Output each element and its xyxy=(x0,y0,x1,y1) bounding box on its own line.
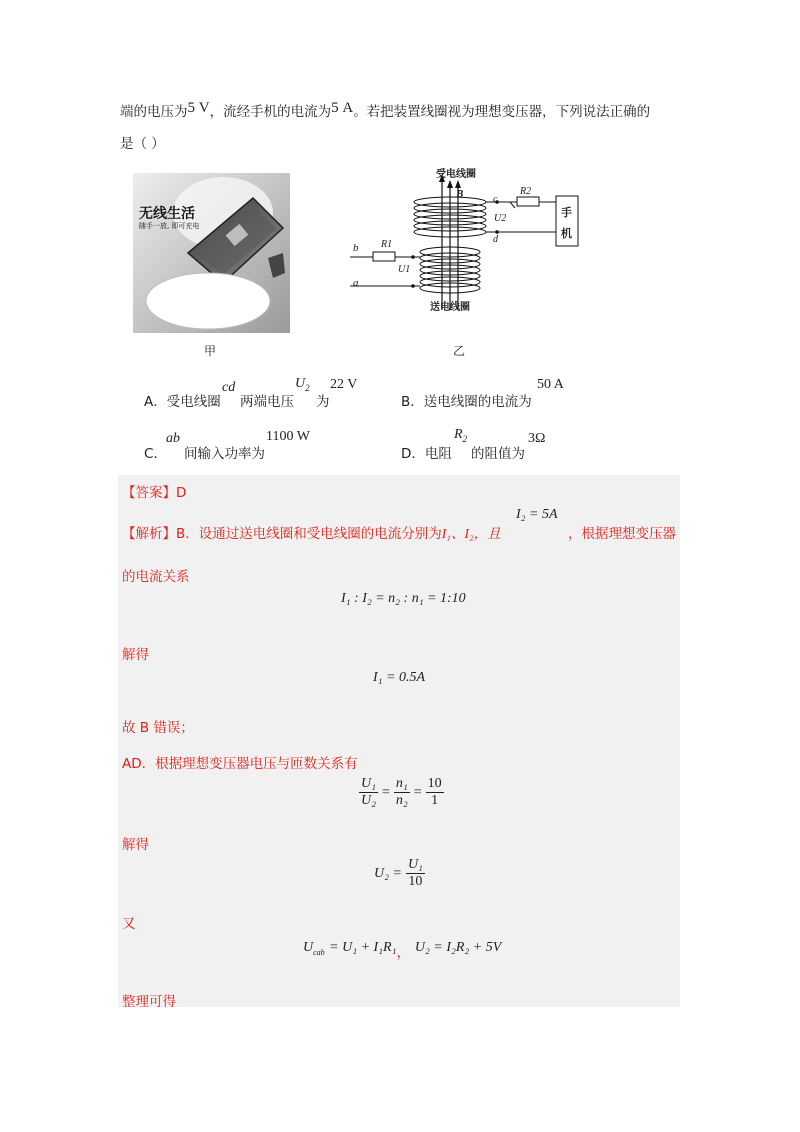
analysis-intro: 【解析】B．设通过送电线圈和受电线圈的电流分别为 xyxy=(122,526,442,542)
voltage-value: 5 V xyxy=(187,100,210,116)
ad-analysis-label: AD．根据理想变压器电压与匝数关系有 xyxy=(122,756,358,772)
phone-label-2: 机 xyxy=(561,227,572,240)
option-c: C． xyxy=(144,446,167,462)
question-text: 端的电压为 xyxy=(120,104,188,120)
analysis-i2-eq: I₂ = 5A xyxy=(516,507,558,522)
fraction-numerator: U₁ xyxy=(407,857,423,872)
also-label: 又 xyxy=(122,916,136,932)
u-symbol: U xyxy=(295,376,306,391)
arrow-icon xyxy=(455,180,461,188)
analysis-vars: I₁、I₂，且 xyxy=(441,526,501,541)
analysis-line-1 xyxy=(122,522,501,542)
option-a-value: 22 V xyxy=(330,377,358,392)
equation-ucab xyxy=(303,936,502,961)
option-a-mid: 两端电压 xyxy=(240,394,294,410)
r1-label: R1 xyxy=(381,239,393,250)
field-b-label: B xyxy=(456,188,464,200)
terminal-b-label: b xyxy=(353,242,359,254)
fraction-denominator: U₂ xyxy=(361,793,376,808)
fraction-u1-u2 xyxy=(359,776,378,809)
u1-label: U1 xyxy=(398,264,411,275)
equation-voltage-ratio: $\frac{\text{U₁}}{\text{U₂}}$ = $\frac{\text{n₁}}{\text{n₂}}$ = $\frac{10}{1}$ xyxy=(361,776,442,808)
b-wrong-label: 故 B 错误； xyxy=(122,720,194,736)
phone-label-1: 手 xyxy=(561,206,572,219)
option-c-value: 1100 W xyxy=(266,429,310,444)
current-value: 5 A xyxy=(331,100,354,116)
option-d: D．电阻 xyxy=(401,446,452,462)
fraction-numerator: n₁ xyxy=(395,776,408,791)
option-a-for: 为 xyxy=(316,394,330,410)
option-a-U xyxy=(295,376,310,393)
equation-i1: I₁ = 0.5A xyxy=(373,670,426,685)
option-a xyxy=(144,390,221,410)
fraction-u1-10 xyxy=(406,857,425,890)
option-a-var: cd xyxy=(222,380,236,395)
r2-label: R2 xyxy=(520,186,532,197)
ucab-symbol: U xyxy=(303,940,314,955)
figure-caption-yi: 乙 xyxy=(453,344,466,358)
option-c-var: ab xyxy=(166,431,180,446)
photo-subtitle: 随手一放, 即可充电 xyxy=(139,222,200,230)
resistor-r2 xyxy=(517,197,539,206)
option-d-R xyxy=(454,427,467,444)
u2-rhs: U₂ = I₂R₂ + 5V xyxy=(414,940,502,955)
equation-current-ratio: I₁ : I₂ = n₂ : n₁ = 1:10 xyxy=(341,591,466,606)
arrow-icon xyxy=(447,180,453,188)
option-b-value: 50 A xyxy=(537,377,564,392)
option-d-mid: 的阻值为 xyxy=(471,446,525,462)
ucab-subscript: cab xyxy=(313,947,325,957)
send-coil-label: 送电线圈 xyxy=(430,302,470,313)
equation-separator: ， xyxy=(396,945,411,961)
receive-coil-label: 受电线圈 xyxy=(436,169,476,180)
figure-caption-jia: 甲 xyxy=(204,344,217,358)
u2-lhs: U₂ = xyxy=(374,865,402,881)
fraction-denominator: n₂ xyxy=(395,793,408,808)
fraction-denominator: 10 xyxy=(408,874,423,889)
r-subscript: 2 xyxy=(462,433,468,444)
r-symbol: R xyxy=(454,427,463,442)
question-line-1 xyxy=(120,100,650,121)
fraction-numerator: 10 xyxy=(427,776,442,791)
fraction-denominator: 1 xyxy=(431,793,439,808)
question-text: ，流经手机的电流为 xyxy=(209,104,332,120)
solve-label-2: 解得 xyxy=(122,837,149,853)
solve-label-1: 解得 xyxy=(122,647,149,663)
analysis-panel xyxy=(118,475,680,1007)
analysis-line-2: 的电流关系 xyxy=(122,569,190,585)
question-text: 。若把装置线圈视为理想变压器，下列说法正确的 xyxy=(353,104,651,120)
option-a-text: A．受电线圈 xyxy=(144,394,221,410)
node-d-label: d xyxy=(493,234,498,245)
answer-label: 【答案】D xyxy=(122,485,187,501)
fraction-n1-n2 xyxy=(394,776,410,809)
option-d-value: 3Ω xyxy=(528,431,546,446)
fraction-numerator: U₁ xyxy=(361,776,376,791)
u-subscript: 2 xyxy=(305,382,310,393)
wireless-charging-photo xyxy=(133,173,290,333)
resistor-r1 xyxy=(373,252,395,261)
option-b: B．送电线圈的电流为 xyxy=(401,394,532,410)
question-line-2: 是（ ） xyxy=(120,136,165,152)
equation-u2 xyxy=(374,857,425,890)
photo-title: 无线生活 xyxy=(139,206,195,222)
fraction-10-1 xyxy=(426,776,444,809)
ucab-rhs: = U₁ + I₁R₁ xyxy=(329,940,397,955)
analysis-tail: ，根据理想变压器 xyxy=(568,526,676,542)
rearrange-label: 整理可得 xyxy=(122,994,176,1010)
photo-illustration xyxy=(133,173,290,333)
u2-label: U2 xyxy=(494,213,507,224)
node-c-label: c xyxy=(493,194,498,205)
terminal-a-label: a xyxy=(353,277,359,289)
option-c-mid: 间输入功率为 xyxy=(184,446,265,462)
